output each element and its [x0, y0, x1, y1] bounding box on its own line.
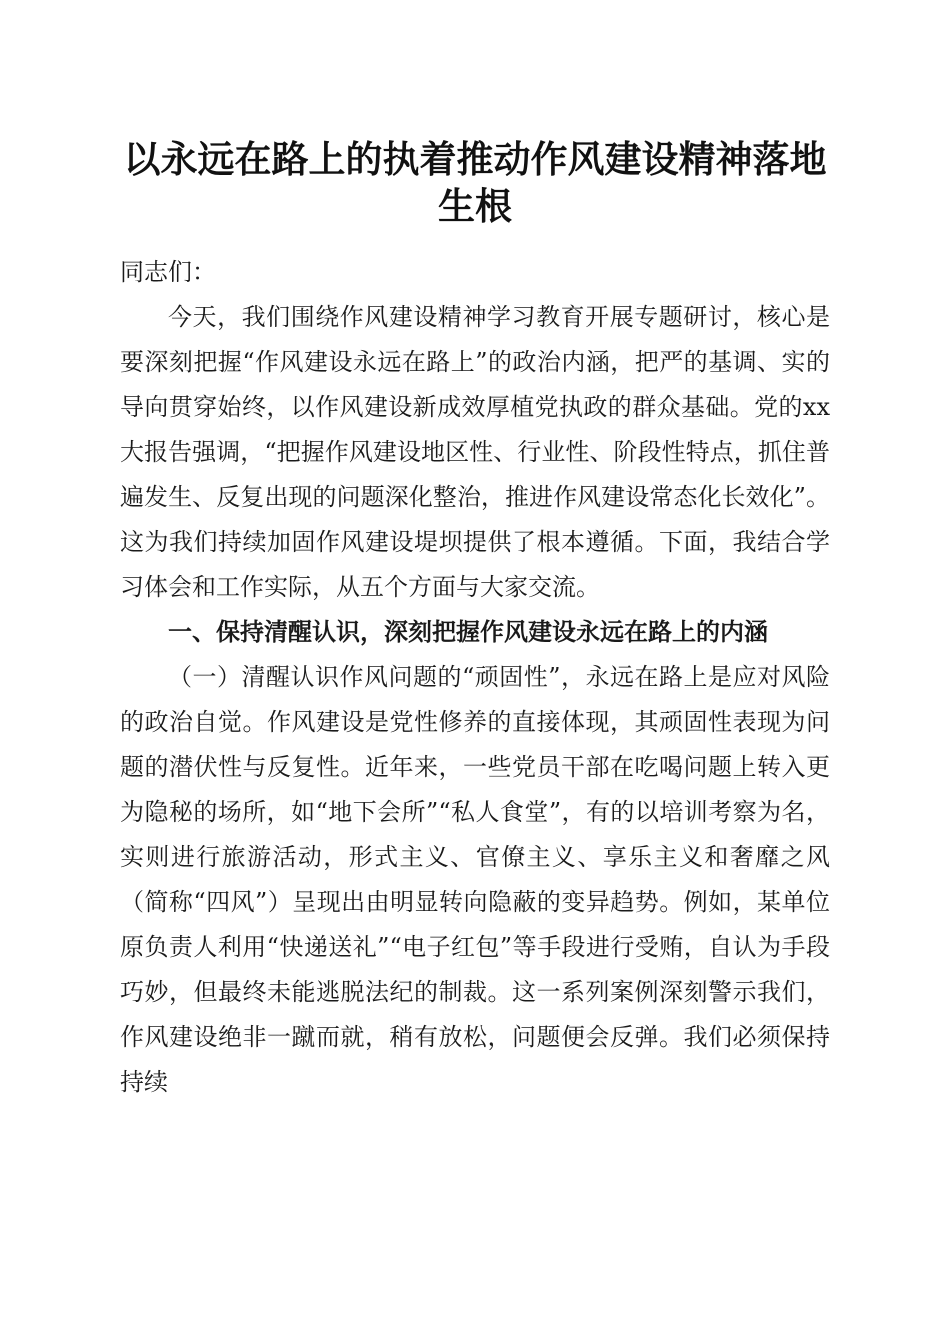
- section-1-1-paragraph: （一）清醒认识作风问题的“顽固性”，永远在路上是应对风险的政治自觉。作风建设是党性修养的直接体现，其顽固性表现为问题的潜伏性与反复性。近年来，一些党员干部在吃喝问题上转入更为隐秘的场所，如“地下会所”“私人食堂”，有的以培训考察为名，实则进行旅游活动，形式主义、官僚主义、享乐主义和奢靡之风（简称“四风”）呈现出由明显转向隐蔽的变异趋势。例如，某单位原负责人利用“快递送礼”“电子红包”等手段进行受贿，自认为手段巧妙，但最终未能逃脱法纪的制裁。这一系列案例深刻警示我们，作风建设绝非一蹴而就，稍有放松，问题便会反弹。我们必须保持持续: [120, 663, 830, 1096]
- document-title: 以永远在路上的执着推动作风建设精神落地生根: [123, 137, 827, 228]
- salutation: 同志们：: [120, 258, 216, 286]
- document-body: [120, 250, 830, 1105]
- section-heading-1: 一、保持清醒认识，深刻把握作风建设永远在路上的内涵: [168, 618, 768, 646]
- intro-paragraph: 今天，我们围绕作风建设精神学习教育开展专题研讨，核心是要深刻把握“作风建设永远在路上”的政治内涵，把严的基调、实的导向贯穿始终，以作风建设新成效厚植党执政的群众基础。党的xx大报告强调，“把握作风建设地区性、行业性、阶段性特点，抓住普遍发生、反复出现的问题深化整治，推进作风建设常态化长效化”。这为我们持续加固作风建设堤坝提供了根本遵循。下面，我结合学习体会和工作实际，从五个方面与大家交流。: [120, 303, 830, 601]
